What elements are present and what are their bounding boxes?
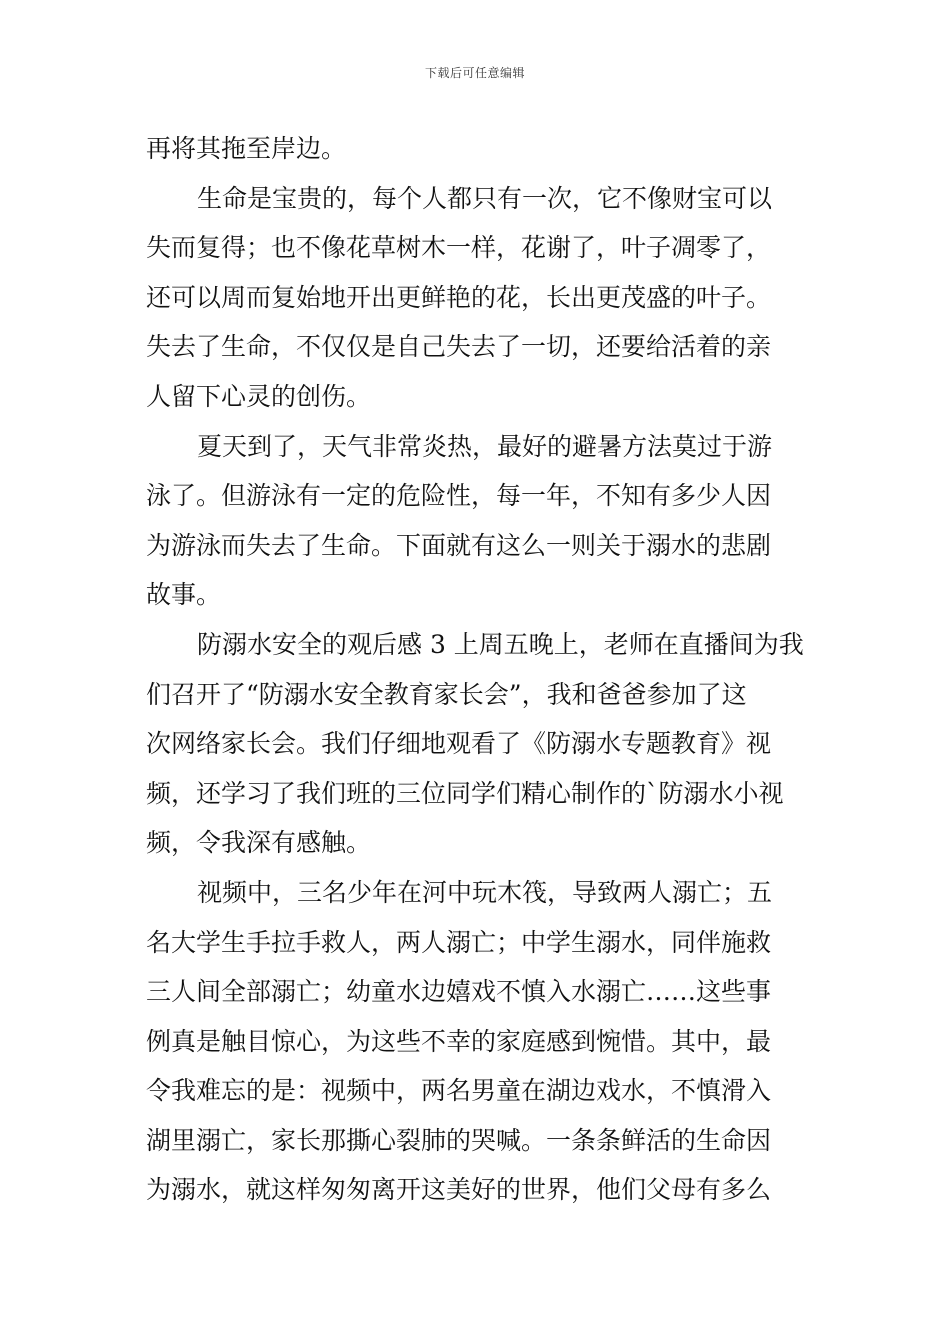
text-line: 湖里溺亡，家长那撕心裂肺的哭喊。一条条鲜活的生命因 [146,1125,772,1155]
text-line: 名大学生手拉手救人，两人溺亡；中学生溺水，同伴施救 [146,927,772,957]
text-line: 视频中，三名少年在河中玩木筏，导致两人溺亡；五 [197,877,773,907]
text-line: 人留下心灵的创伤。 [146,381,372,411]
page-header: 下载后可任意编辑 [424,66,525,80]
text-line: 们召开了“防溺水安全教育家长会”，我和爸爸参加了这 [146,679,747,709]
text-line: 防溺水安全的观后感 3 上周五晚上，老师在直播间为我 [197,629,804,659]
text-line: 失去了生命，不仅仅是自己失去了一切，还要给活着的亲 [146,332,772,362]
text-line: 例真是触目惊心，为这些不幸的家庭感到惋惜。其中，最 [146,1026,772,1056]
text-line: 还可以周而复始地开出更鲜艳的花，长出更茂盛的叶子。 [146,282,772,312]
text-line: 频，还学习了我们班的三位同学们精心制作的`防溺水小视 [146,778,784,808]
text-line: 频，令我深有感触。 [146,828,372,858]
text-line: 次网络家长会。我们仔细地观看了《防溺水专题教育》视 [146,729,772,759]
text-line: 夏天到了，天气非常炎热，最好的避暑方法莫过于游 [197,431,773,461]
text-line: 为游泳而失去了生命。下面就有这么一则关于溺水的悲剧 [146,530,772,560]
text-line: 失而复得；也不像花草树木一样，花谢了，叶子凋零了， [146,233,772,263]
text-line: 故事。 [146,580,222,610]
body-text [146,124,806,1215]
text-line: 生命是宝贵的，每个人都只有一次，它不像财宝可以 [197,183,773,213]
text-line: 令我难忘的是：视频中，两名男童在湖边戏水，不慎滑入 [146,1076,772,1106]
text-line: 泳了。但游泳有一定的危险性，每一年，不知有多少人因 [146,481,772,511]
text-line: 三人间全部溺亡；幼童水边嬉戏不慎入水溺亡……这些事 [146,977,772,1007]
text-line: 再将其拖至岸边。 [146,134,347,163]
text-line: 为溺水，就这样匆匆离开这美好的世界，他们父母有多么 [146,1175,772,1205]
